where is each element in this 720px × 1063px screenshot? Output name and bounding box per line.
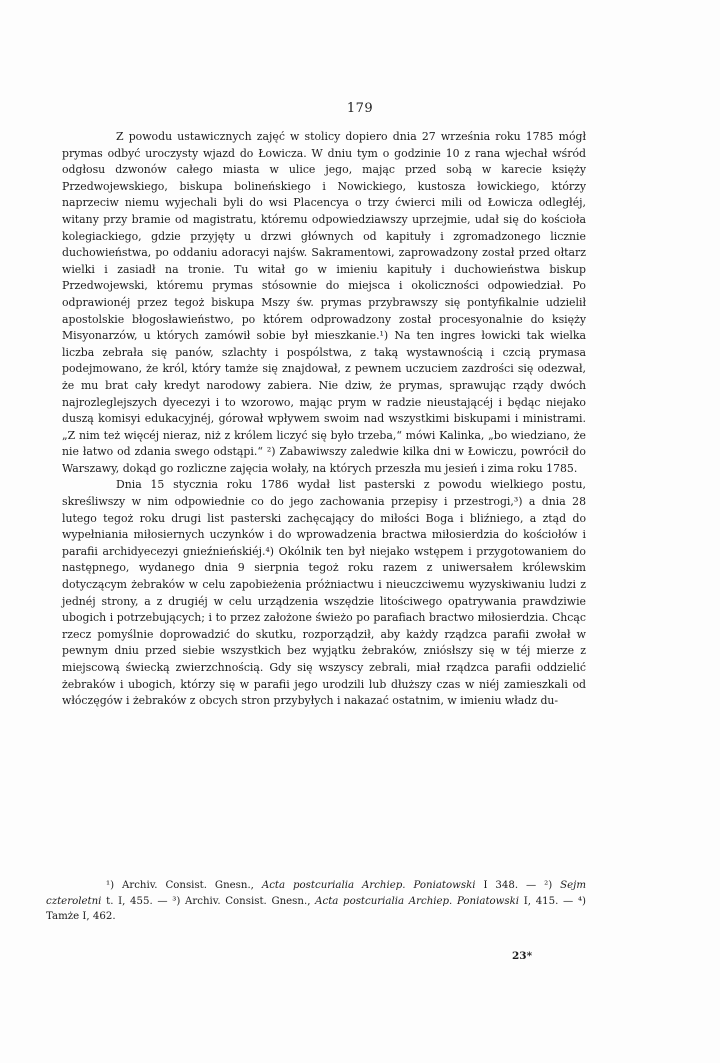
page-number: 179 [346, 101, 374, 116]
footnote-1-title: Acta postcurialia Archiep. Poniatowski [261, 880, 476, 891]
footnote-2-title: Sejm czteroletni [46, 880, 586, 907]
footnote-3-mark: ³) [172, 895, 181, 907]
paragraph-1: Z powodu ustawicznych zajęć w stolicy dopiero dnia 27 września roku 1785 mógł prymas odbyć uroczysty wjazd do Łowicza. W dniu tym o godzinie 10 z rana wjechał wśród odgłosu dzwonów całego miasta w ulice jego, mając przed sobą w karecie księży Przedwojewskiego, biskupa bolineńskiego i Nowickiego, kustosza łowickiego, którzy naprzeciw niemu wyjechali byli do wsi Placencya o trzy ćwierci mili od Łowicza odległéj, witany przy bramie od magistratu, któremu odpowiedziawszy uprzejmie, udał się do kościoła kolegiackiego, gdzie przyjęty u drzwi głównych od kapituły i zgromadzonego licznie duchowieństwa, po oddaniu adoracyi najśw. Sakramentowi, zaprowadzony został przed ołtarz wielki i zasiadł na tronie. Tu witał go w imieniu kapituły i duchowieństwa biskup Przedwojewski, któremu prymas stósownie do miejsca i okoliczności odpowiedział. Po odprawionéj przez tegoż biskupa Mszy św. prymas przybrawszy się pontyfikalnie udzielił apostolskie błogosławieństwo, po którem odprowadzony został procesyonalnie do księży Misyonarzów, u których zamówił sobie był mieszkanie.¹) Na ten ingres łowicki tak wielka liczba zebrała się panów, szlachty i pospólstwa, z taką wystawnością i czcią prymasa podejmowano, że król, który tamże się znajdował, z pewnem uczuciem zazdrości się odezwał, że mu brat cały kredyt narodowy zabiera. Nie dziw, że prymas, sprawując rządy dwóch najrozleglejszych dyecezyi i to wzorowo, mając prym w radzie nieustającéj i będąc niejako duszą komisyi edukacyjnéj, górował wpływem swoim nad wszystkimi biskupami i ministrami. „Z nim też więcéj nieraz, niż z królem liczyć się było trzeba,“ mówi Kalinka, „bo wiedziano, że nie łatwo od zdania swego odstąpi.“ ²) Zabawiwszy zaledwie kilka dni w Łowiczu, powrócił do Warszawy, dokąd go rozliczne zajęcia wołały, na których przeszła mu jesień i zima roku 1785. [62, 130, 586, 475]
footnote-1-mark: ¹) [106, 880, 115, 891]
footnote-1-ref: I 348. — [483, 880, 537, 891]
footnote-1-source: Archiv. Consist. Gnesn., [122, 880, 254, 891]
footnote-4-ref: Tamże I, 462. [46, 911, 116, 922]
footnote-3-title: Acta postcurialia Archiep. Poniatowski [315, 895, 520, 907]
footnotes [46, 878, 586, 925]
footnote-3-source: Archiv. Consist. Gnesn., [185, 895, 311, 907]
footnote-2-ref: t. I, 455. — [106, 895, 168, 907]
footnote-2-mark: ²) [544, 880, 553, 891]
footnote-line-1 [46, 878, 586, 925]
footnote-4-mark: ⁴) [577, 895, 586, 907]
paragraph-2: Dnia 15 stycznia roku 1786 wydał list pasterski z powodu wielkiego postu, skreśliwszy w nim odpowiednie co do jego zachowania przepisy i przestrogi,³) a dnia 28 lutego tegoż roku drugi list pasterski zachęcający do miłości Boga i bliźniego, a ztąd do wypełniania miłosiernych uczynków i do wprowadzenia bractwa miłosierdzia do kościołów i parafii archidyecezyi gnieźnieńskiéj.⁴) Okólnik ten był niejako wstępem i przygotowaniem do następnego, wydanego dnia 9 sierpnia tegoż roku razem z uniwersałem królewskim dotyczącym żebraków w celu zapobieżenia próżniactwu i nieuczciwemu wyzyskiwaniu ludzi z jednéj strony, a z drugiéj w celu urządzenia wszędzie litościwego opatrywania prawdziwie ubogich i potrzebujących; i to przez założone świeżo po parafiach bractwo miłosierdzia. Chcąc rzecz pomyślnie doprowadzić do skutku, rozporządził, aby każdy rządzca parafii zwołał w pewnym dniu przed siebie wszystkich bez wyjątku żebraków, zniósłszy się w téj mierze z miejscową świecką zwierzchnością. Gdy się wszyscy zebrali, miał rządzca parafii oddzielić żebraków i ubogich, którzy się w parafii jego urodzili lub dłuższy czas w niéj zamieszkali od włóczęgów i żebraków z obcych stron przybyłych i nakazać ostatnim, w imieniu władz du- [62, 478, 586, 708]
sheet-signature: 23* [512, 950, 533, 962]
footnote-3-ref: I, 415. — [523, 895, 574, 907]
main-text [62, 129, 586, 710]
